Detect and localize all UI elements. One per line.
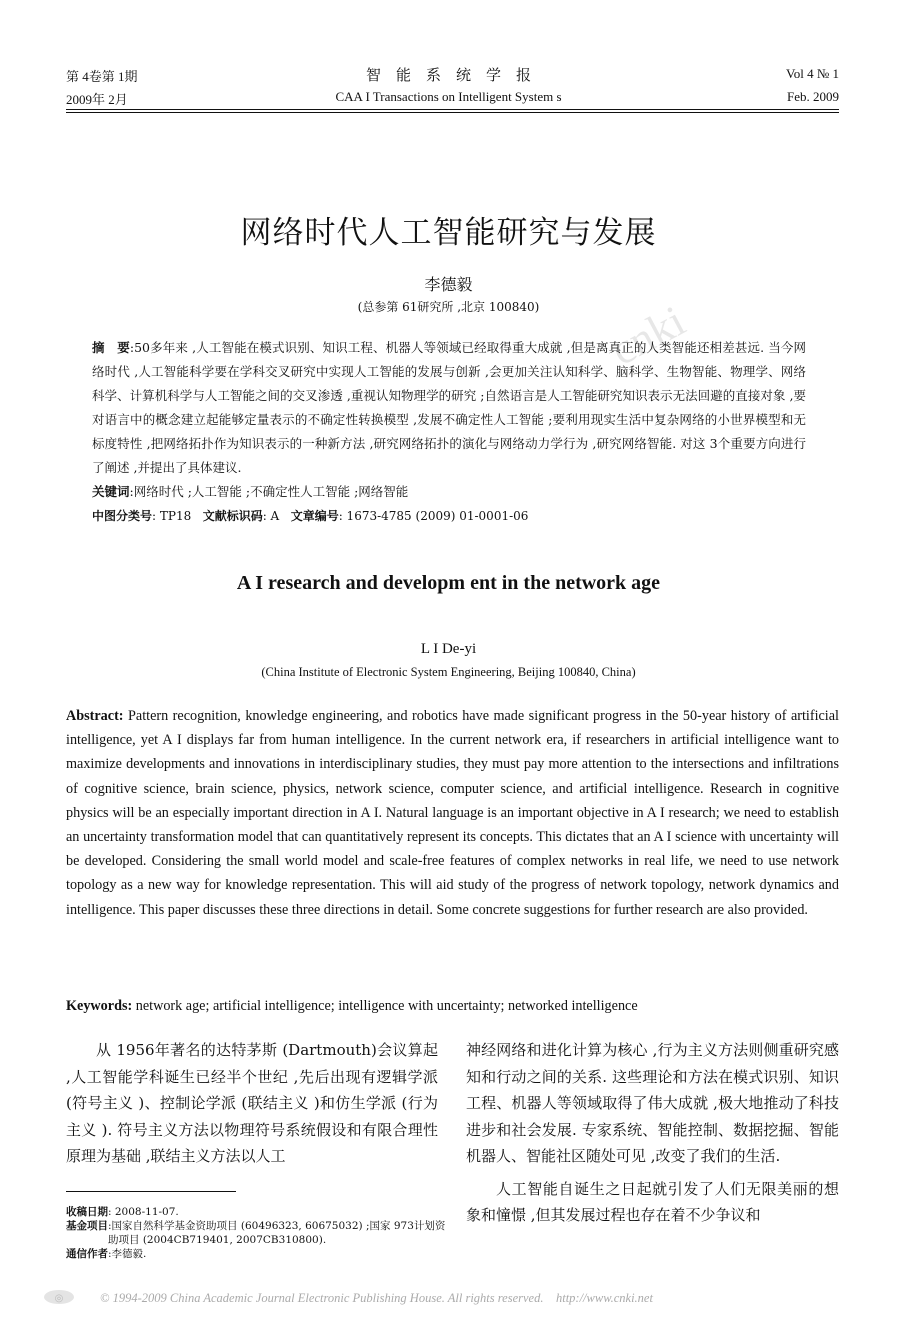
class-value-3: : 1673-4785 (2009) 01-0001-06	[338, 509, 529, 523]
paper-title-cn: 网络时代人工智能研究与发展	[240, 215, 657, 251]
publication-date: 2009年 2月	[66, 92, 128, 107]
body-right-column	[466, 1037, 839, 1229]
author-cn: 李德毅	[424, 275, 473, 294]
author-value: :李德毅.	[108, 1248, 147, 1260]
volume-issue: 第 4卷第 1期	[66, 69, 138, 84]
paper-title-en: A I research and developm ent in the network age	[236, 572, 661, 594]
footnote-received	[66, 1205, 446, 1219]
date-en: Feb. 2009	[787, 89, 839, 104]
keywords-en	[66, 994, 839, 1018]
class-label-3: 文章编号	[290, 509, 339, 523]
volume-en: Vol 4 № 1	[786, 66, 839, 81]
keywords-label-en: Keywords:	[66, 998, 133, 1014]
class-label-2: 文献标识码	[202, 509, 263, 523]
author-label: 通信作者	[66, 1248, 108, 1260]
svg-text:◎: ◎	[54, 1293, 64, 1304]
class-label-1: 中图分类号	[92, 509, 153, 523]
affiliation-cn: (总参第 61研究所 ,北京 100840)	[357, 300, 540, 314]
footnote-author	[66, 1247, 446, 1261]
abstract-en	[66, 704, 839, 922]
abstract-cn	[92, 336, 806, 480]
body-paragraph: 人工智能自诞生之日起就引发了人们无限美丽的想象和憧憬 ,但其发展过程也存在着不少争议和	[466, 1179, 839, 1224]
footnote-rule	[66, 1191, 236, 1192]
header-rule-thin-2	[66, 112, 839, 113]
abstract-text-cn: :50多年来 ,人工智能在模式识别、知识工程、机器人等领域已经取得重大成就 ,但是离真正的人类智能还相差甚远. 当今网络时代 ,人工智能科学要在学科交叉研究中实现人工智能的发展与创新 ,会更加关注认知科学、脑科学、生物智能、物理学、网络科学、计算机科学与人工智能之间的交叉渗透 ,重视认知物理学的研究 ;自然语言是人工智能研究知识表示无法回避的直接对象 ,要对语言中的概念建立起能够定量表示的不确定性转换模型 ,发展不确定性人工智能 ;要利用现实生活中复杂网络的小世界模型和无标度特性 ,把网络拓扑作为知识表示的一种新方法 ,研究网络拓扑的演化与网络动力学行为 ,研究网络智能. 对这 3个重要方向进行了阐述 ,并提出了具体建议.	[92, 340, 806, 475]
keywords-cn	[92, 480, 806, 504]
journal-name-cn: 智 能 系 统 学 报	[365, 68, 531, 84]
body-paragraph: 从 1956年著名的达特茅斯 (Dartmouth)会议算起 ,人工智能学科诞生已经半个世纪 ,先后出现有逻辑学派 (符号主义 )、控制论学派 (联结主义 )和仿生学派 (行为主义 ). 符号主义方法以物理符号系统假设和有限合理性原理为基础 ,联结主义方法以人工	[66, 1041, 438, 1165]
footnote-fund	[66, 1219, 446, 1247]
class-value-2: : A	[262, 509, 280, 523]
body-left-column	[66, 1037, 438, 1170]
abstract-label-en: Abstract:	[66, 708, 124, 724]
received-label: 收稿日期	[66, 1206, 108, 1218]
affiliation-en: (China Institute of Electronic System Engineering, Beijing 100840, China)	[261, 665, 636, 679]
keywords-text-en: network age; artificial intelligence; intelligence with uncertainty; networked intelligence	[132, 998, 638, 1014]
received-value: : 2008-11-07.	[108, 1206, 179, 1218]
keywords-label-cn: 关键词	[92, 484, 130, 499]
body-paragraph: 神经网络和进化计算为核心 ,行为主义方法则侧重研究感知和行动之间的关系. 这些理论和方法在模式识别、知识工程、机器人等领域取得了伟大成就 ,极大地推动了科技进步和社会发展. 专家系统、智能控制、数据挖掘、智能机器人、智能社区随处可见 ,改变了我们的生活.	[466, 1041, 839, 1165]
watermark-stamp: cnki	[602, 296, 693, 375]
keywords-text-cn: :网络时代 ;人工智能 ;不确定性人工智能 ;网络智能	[129, 484, 409, 499]
journal-name-en: CAA I Transactions on Intelligent System s	[335, 89, 562, 104]
fund-label: 基金项目	[66, 1220, 108, 1232]
abstract-text-en: Pattern recognition, knowledge engineering, and robotics have made significant progress in the 50-year history of artificial intelligence, yet A I displays far from human intelligence. In the current network era, if researchers in artificial intelligence want to maximize developments and innovations in interdisciplinary studies, they must pay more attention to the intersections and infiltrations of cognitive science, brain science, physics, network science, computer science, and artificial intelligence. Research in cognitive physics will be an especially important direction in A I. Natural language is an important objective in A I research; we need to establish an uncertainty transformation model that can quantitatively represent its concepts. This dictates that an A I science with uncertainty will be developed. Considering the small world model and scale-free features of complex networks in real life, we need to use network topology as a new way for knowledge representation. This will aid study of the progress of network topology, network dynamics and intelligence. This paper discusses these three directions in detail. Some concrete suggestions for further research are also provided.	[66, 708, 839, 918]
class-value-1: : TP18	[152, 509, 192, 523]
fund-value: :国家自然科学基金资助项目 (60496323, 60675032) ;国家 973计划资助项目 (2004CB719401, 2007CB310800).	[108, 1220, 446, 1246]
copyright-footer: © 1994-2009 China Academic Journal Electronic Publishing House. All rights reserved. http://www.cnki.net	[100, 1291, 653, 1305]
classification-cn	[92, 504, 806, 528]
cnki-logo-icon	[42, 1288, 76, 1306]
abstract-label-cn: 摘 要	[92, 340, 130, 355]
author-en: L I De-yi	[420, 641, 477, 657]
footnotes	[66, 1205, 446, 1261]
header-rule-thin	[66, 109, 839, 110]
